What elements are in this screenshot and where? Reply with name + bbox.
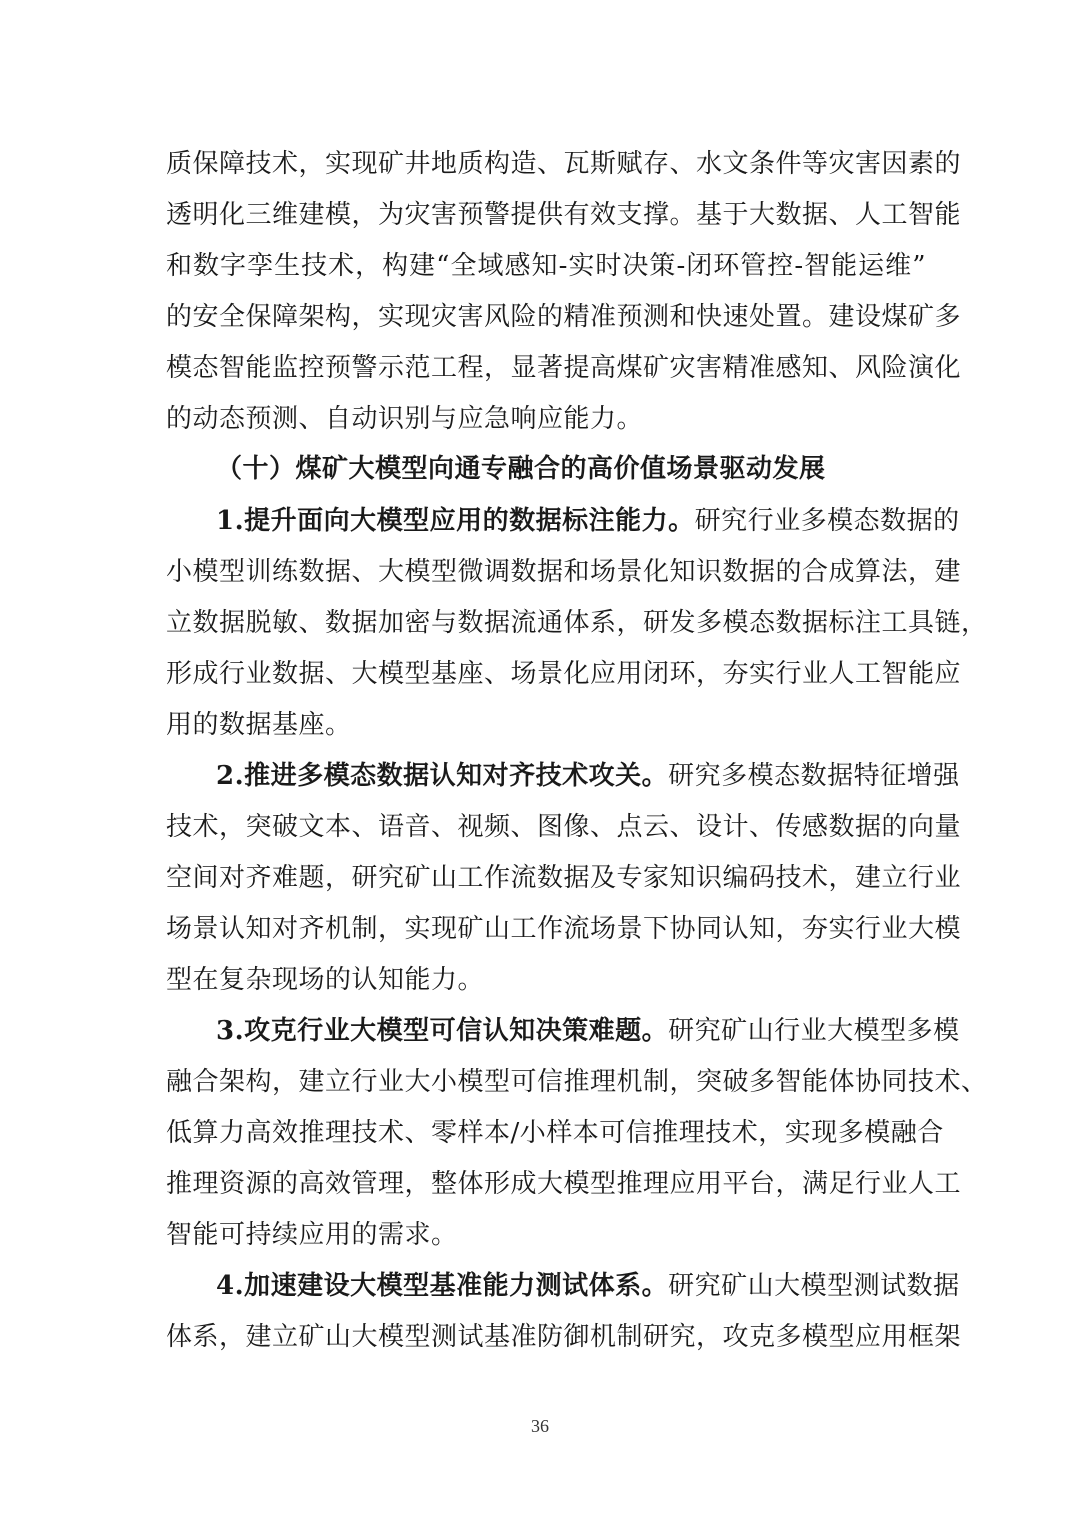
text-line: 的安全保障架构，实现灾害风险的精准预测和快速处置。建设煤矿多 bbox=[166, 302, 962, 332]
item-title: 4.加速建设大模型基准能力测试体系。 bbox=[216, 1271, 669, 1301]
text-line: 透明化三维建模，为灾害预警提供有效支撑。基于大数据、人工智能 bbox=[166, 200, 962, 230]
text-line: 技术，突破文本、语音、视频、图像、点云、设计、传感数据的向量 bbox=[166, 812, 962, 842]
item-text: 研究矿山大模型测试数据 bbox=[668, 1271, 960, 1301]
item-text: 研究行业多模态数据的 bbox=[694, 506, 960, 536]
item-first-line bbox=[216, 758, 960, 794]
text-line: 立数据脱敏、数据加密与数据流通体系，研发多模态数据标注工具链， bbox=[166, 608, 988, 638]
text-line: 型在复杂现场的认知能力。 bbox=[166, 965, 485, 995]
text-line: 智能可持续应用的需求。 bbox=[166, 1220, 458, 1250]
text-line: 推理资源的高效管理，整体形成大模型推理应用平台，满足行业人工 bbox=[166, 1169, 962, 1199]
item-text: 研究矿山行业大模型多模 bbox=[668, 1016, 960, 1046]
page-number: 36 bbox=[531, 1416, 549, 1436]
text-line: 用的数据基座。 bbox=[166, 710, 352, 740]
item-title: 2.推进多模态数据认知对齐技术攻关。 bbox=[216, 761, 669, 791]
item-title: 3.攻克行业大模型可信认知决策难题。 bbox=[216, 1016, 669, 1046]
text-line: 融合架构，建立行业大小模型可信推理机制，突破多智能体协同技术、 bbox=[166, 1067, 988, 1097]
text-line: 空间对齐难题，研究矿山工作流数据及专家知识编码技术，建立行业 bbox=[166, 863, 962, 893]
text-line: 和数字孪生技术，构建“全域感知-实时决策-闭环管控-智能运维” bbox=[166, 251, 926, 281]
text-line: 质保障技术，实现矿井地质构造、瓦斯赋存、水文条件等灾害因素的 bbox=[166, 149, 962, 179]
text-line: 场景认知对齐机制，实现矿山工作流场景下协同认知，夯实行业大模 bbox=[166, 914, 962, 944]
section-heading: （十）煤矿大模型向通专融合的高价值场景驱动发展 bbox=[216, 454, 826, 484]
text-line: 低算力高效推理技术、零样本/小样本可信推理技术，实现多模融合 bbox=[166, 1118, 944, 1148]
item-first-line bbox=[216, 1268, 960, 1304]
item-first-line bbox=[216, 503, 960, 539]
text-line: 形成行业数据、大模型基座、场景化应用闭环，夯实行业人工智能应 bbox=[166, 659, 962, 689]
text-line: 的动态预测、自动识别与应急响应能力。 bbox=[166, 404, 644, 434]
text-line: 小模型训练数据、大模型微调数据和场景化知识数据的合成算法，建 bbox=[166, 557, 962, 587]
item-first-line bbox=[216, 1013, 960, 1049]
text-line: 体系，建立矿山大模型测试基准防御机制研究，攻克多模型应用框架 bbox=[166, 1322, 962, 1352]
text-line: 模态智能监控预警示范工程，显著提高煤矿灾害精准感知、风险演化 bbox=[166, 353, 962, 383]
item-title: 1.提升面向大模型应用的数据标注能力。 bbox=[216, 506, 695, 536]
item-text: 研究多模态数据特征增强 bbox=[668, 761, 960, 791]
